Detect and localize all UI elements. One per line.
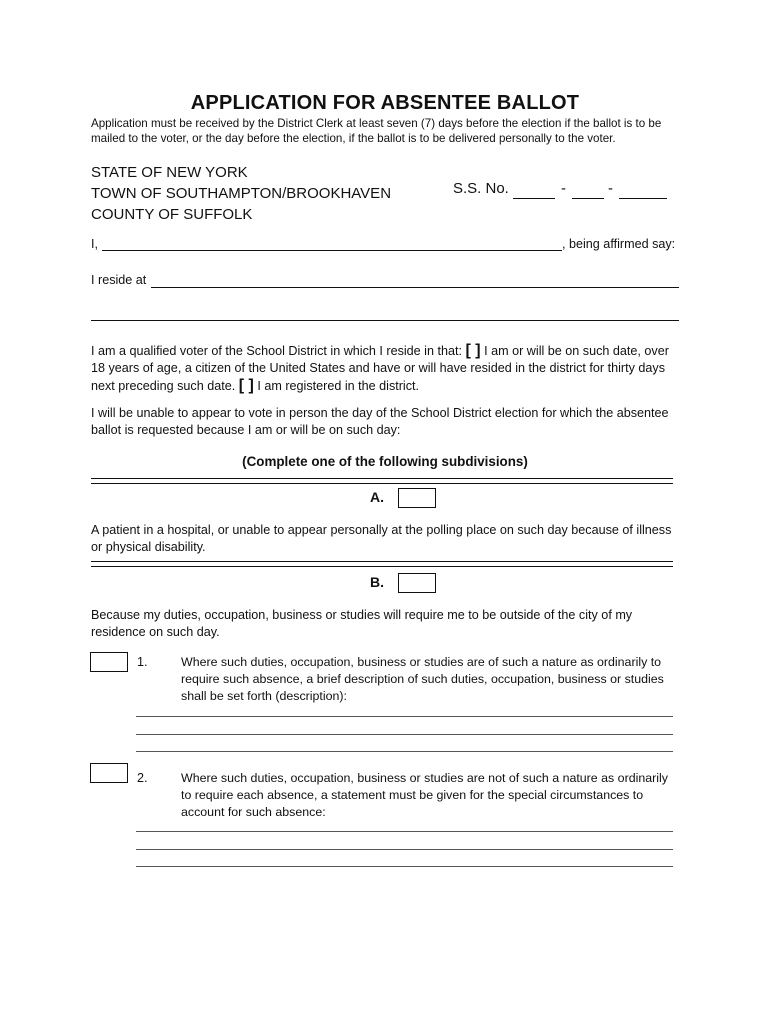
state-line: STATE OF NEW YORK [91, 164, 248, 181]
section-a-checkbox[interactable] [398, 488, 436, 508]
ss-number-group [453, 180, 509, 197]
ss-dash-1: - [561, 180, 566, 197]
age-citizen-checkbox[interactable]: [ ] [465, 342, 481, 359]
form-title: APPLICATION FOR ABSENTEE BALLOT [190, 92, 580, 114]
item1-description-line1[interactable] [136, 716, 673, 717]
section-b-checkbox[interactable] [398, 573, 436, 593]
affirmed-text: , being affirmed say: [562, 237, 676, 251]
separator-a [91, 478, 673, 484]
unable-to-appear-text: I will be unable to appear to vote in person the day of the School District election for which the absentee ballot is requested because I am or will be on such day: [91, 406, 669, 437]
ss-label: S.S. No. [453, 180, 509, 197]
residence-field[interactable] [151, 287, 679, 288]
item2-text: Where such duties, occupation, business or studies are not of such a nature as ordinarily to require each absence, a statement must be given for the special circumstances to account for such absence: [181, 771, 668, 819]
ss-field-part2[interactable] [572, 198, 604, 199]
section-a-label: A. [370, 489, 384, 505]
county-line: COUNTY OF SUFFOLK [91, 206, 253, 223]
ss-dash-2: - [608, 180, 613, 197]
qualified-voter-paragraph: I am a qualified voter of the School District in which I reside in that: [ ] I am or will be on such date, over 18 years of age, a citizen of the United States and have or will have resided in the district for thirty days next preceding such date. [ ] I am registered in the district. [91, 342, 669, 394]
ss-field-part3[interactable] [619, 198, 667, 199]
name-field[interactable] [102, 250, 562, 251]
item1-checkbox[interactable] [90, 652, 128, 672]
separator-b [91, 561, 673, 567]
section-b-label: B. [370, 574, 384, 590]
subdivisions-heading: (Complete one of the following subdivisions) [242, 454, 528, 469]
residence-field-line2[interactable] [91, 320, 679, 321]
item2-statement-line3[interactable] [136, 866, 673, 867]
section-b-text: Because my duties, occupation, business or studies will require me to be outside of the city of my residence on such day. [91, 608, 633, 639]
item1-text: Where such duties, occupation, business or studies are of such a nature as ordinarily to require such absence, a brief description of such duties, occupation, business or studies shall be set forth (description): [181, 655, 664, 703]
registered-checkbox[interactable]: [ ] [238, 377, 254, 394]
item2-checkbox[interactable] [90, 763, 128, 783]
item2-number: 2. [137, 771, 148, 785]
item1-description-line3[interactable] [136, 751, 673, 752]
ss-field-part1[interactable] [513, 198, 555, 199]
item2-statement-line2[interactable] [136, 849, 673, 850]
item2-statement-line1[interactable] [136, 831, 673, 832]
name-prefix: I, [91, 237, 98, 251]
item1-number: 1. [137, 655, 148, 669]
item1-description-line2[interactable] [136, 734, 673, 735]
submission-notice: Application must be received by the District Clerk at least seven (7) days before the election if the ballot is to be mailed to the voter, or the day before the election, if the ballot is to be delivered personally to the voter. [91, 117, 662, 145]
town-line: TOWN OF SOUTHAMPTON/BROOKHAVEN [91, 185, 392, 202]
reside-label: I reside at [91, 273, 147, 287]
venue-block [91, 162, 391, 225]
section-a-text: A patient in a hospital, or unable to appear personally at the polling place on such day because of illness or physical disability. [91, 523, 672, 554]
